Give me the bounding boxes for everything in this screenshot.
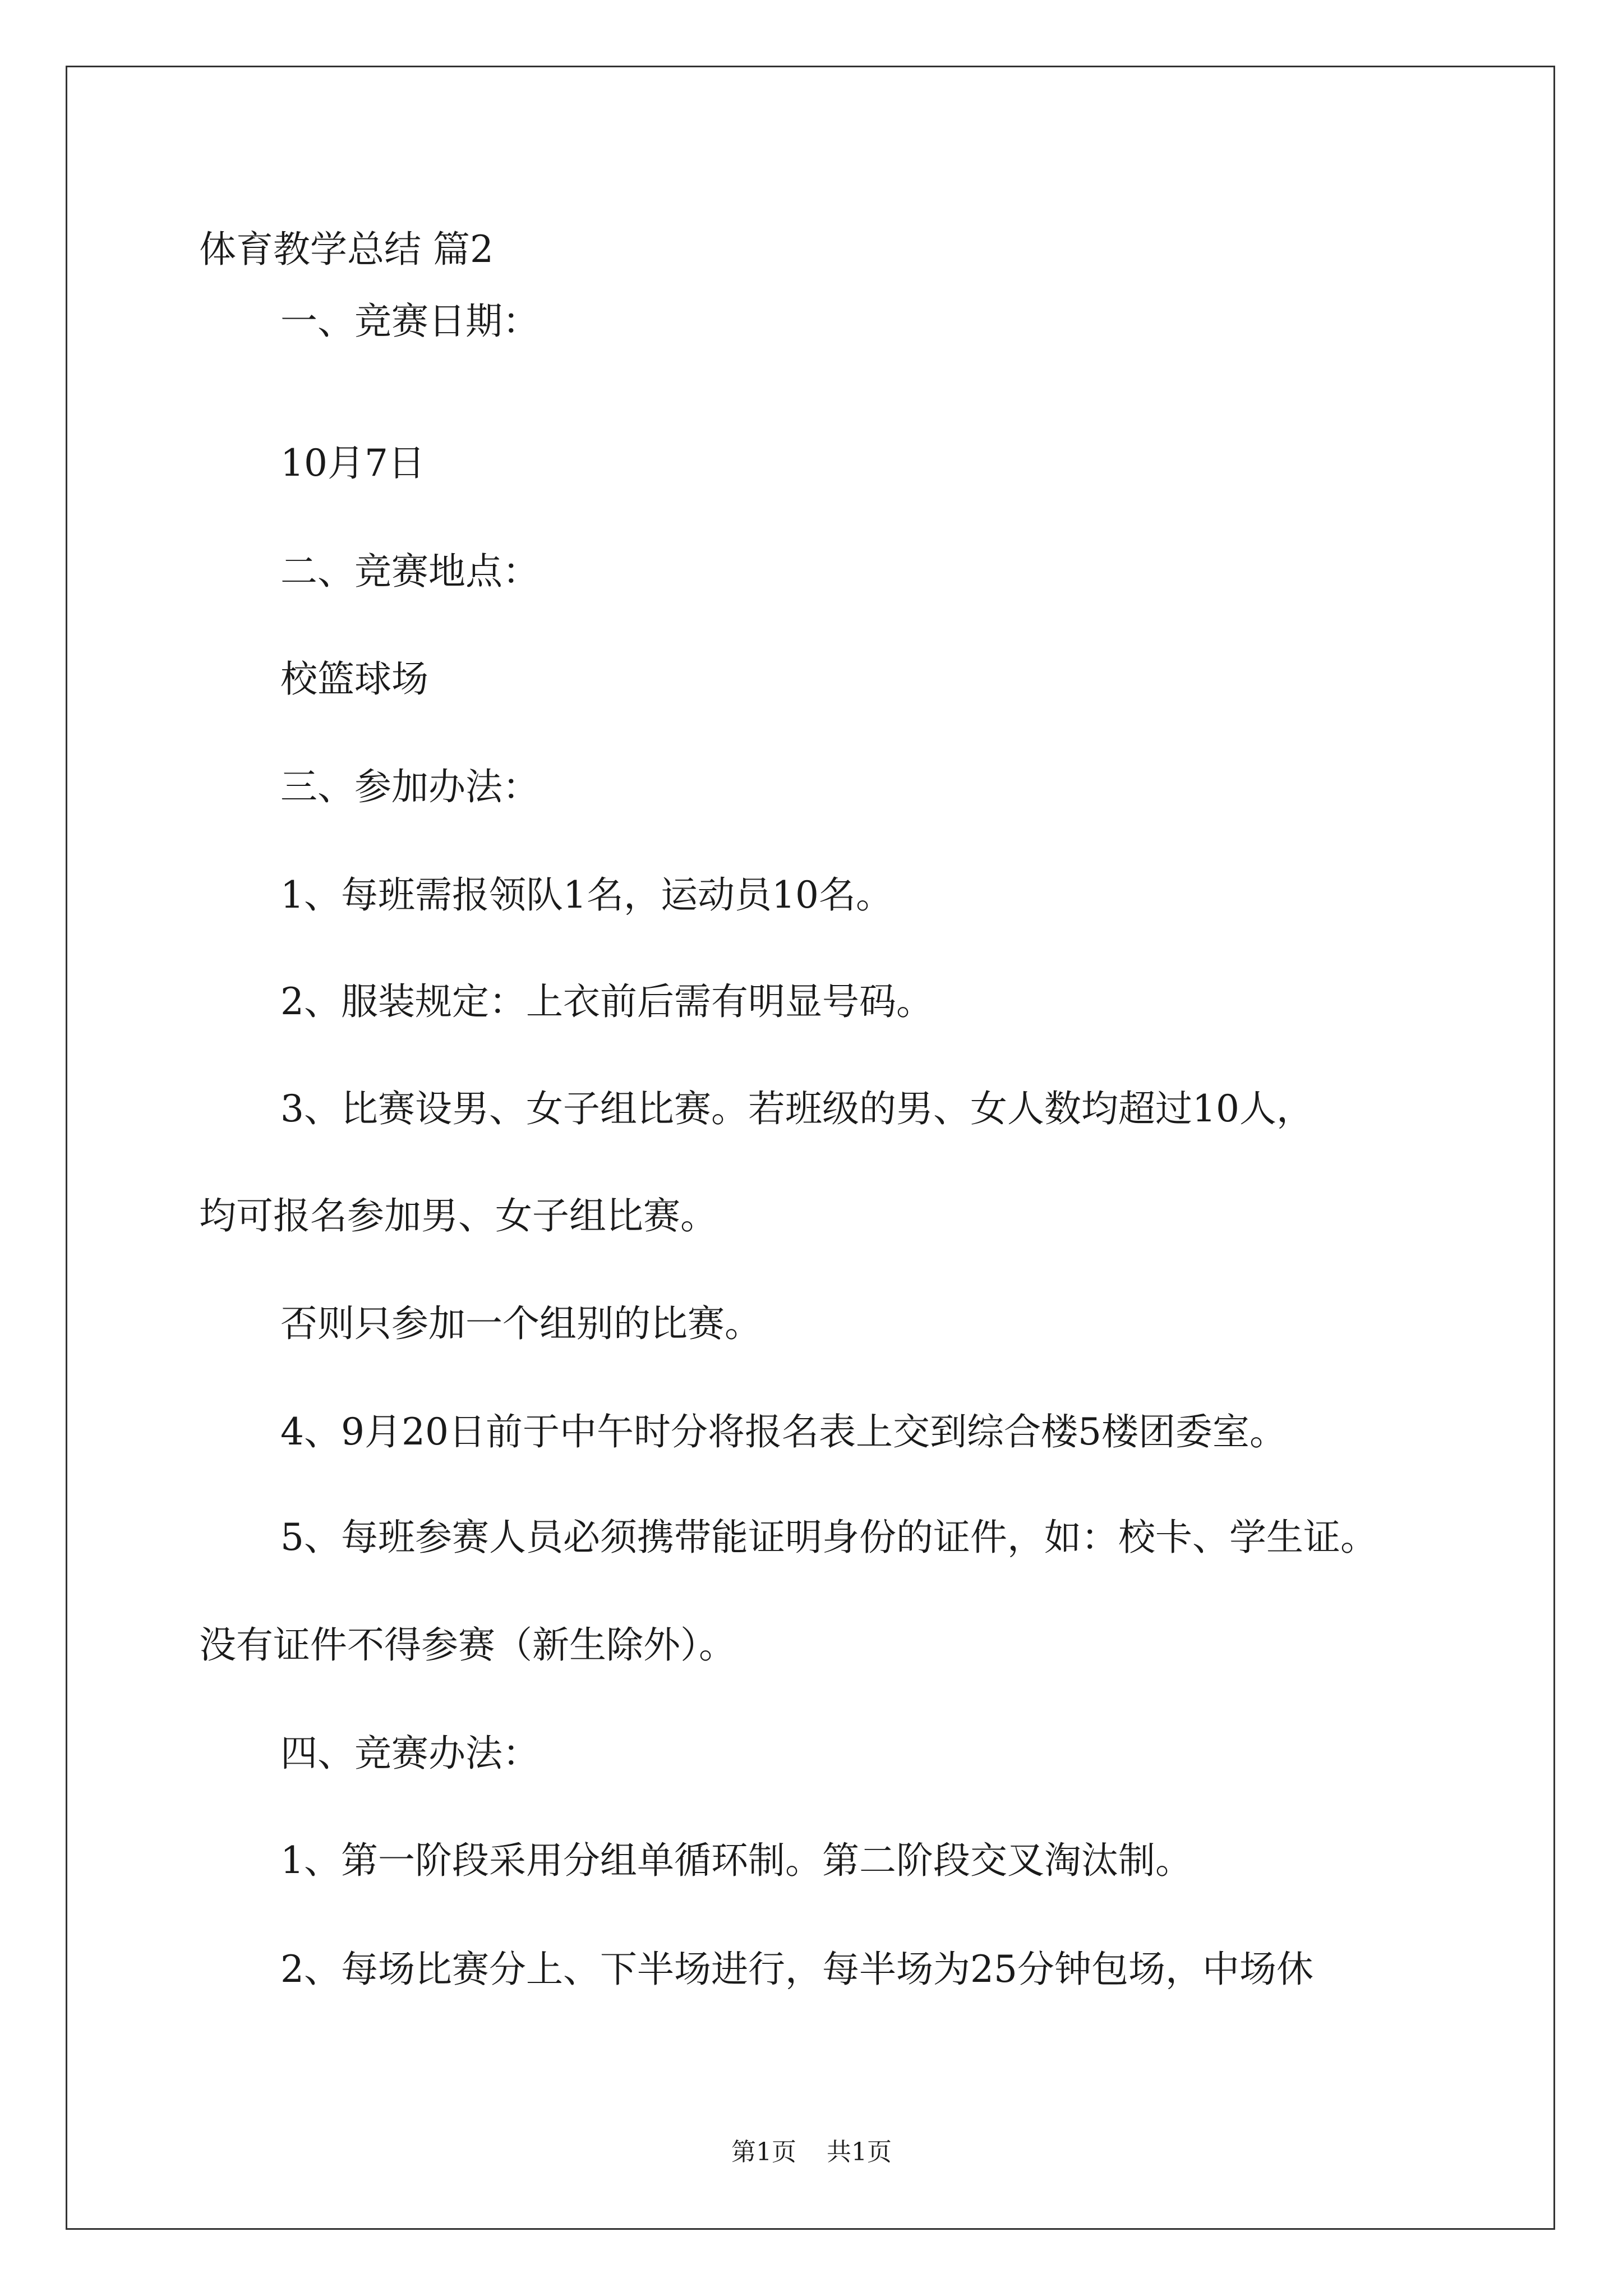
page-number-total: 共1页 — [827, 2138, 892, 2166]
section-heading-date: 一、竞赛日期： — [280, 300, 540, 343]
paragraph-rule-1: 1、每班需报领队1名，运动员10名。 — [280, 873, 893, 917]
paragraph-rule-4: 4、9月20日前于中午时分将报名表上交到综合楼5楼团委室。 — [280, 1410, 1287, 1453]
paragraph-rule-5: 5、每班参赛人员必须携带能证明身份的证件，如：校卡、学生证。 — [280, 1516, 1377, 1559]
page-footer — [0, 2132, 1623, 2168]
document-title: 体育教学总结 篇2 — [199, 228, 494, 271]
section-heading-participation: 三、参加办法： — [280, 765, 540, 808]
paragraph-rule-3-cont: 均可报名参加男、女子组比赛。 — [199, 1194, 717, 1237]
page-frame — [66, 66, 1555, 2230]
paragraph-method-2: 2、每场比赛分上、下半场进行，每半场为25分钟包场，中场休 — [280, 1948, 1313, 1991]
paragraph-method-1: 1、第一阶段采用分组单循环制。第二阶段交叉淘汰制。 — [280, 1839, 1192, 1882]
section-heading-method: 四、竞赛办法： — [280, 1732, 540, 1775]
paragraph-rule-5-cont: 没有证件不得参赛（新生除外）。 — [199, 1623, 736, 1667]
paragraph-rule-3-note: 否则只参加一个组别的比赛。 — [280, 1302, 762, 1345]
section-heading-venue: 二、竞赛地点： — [280, 550, 540, 593]
paragraph-venue: 校篮球场 — [280, 657, 428, 701]
paragraph-rule-2: 2、服装规定：上衣前后需有明显号码。 — [280, 980, 933, 1023]
paragraph-rule-3: 3、比赛设男、女子组比赛。若班级的男、女人数均超过10人， — [280, 1087, 1313, 1130]
page-number-current: 第1页 — [731, 2138, 796, 2166]
paragraph-date: 10月7日 — [280, 441, 425, 485]
